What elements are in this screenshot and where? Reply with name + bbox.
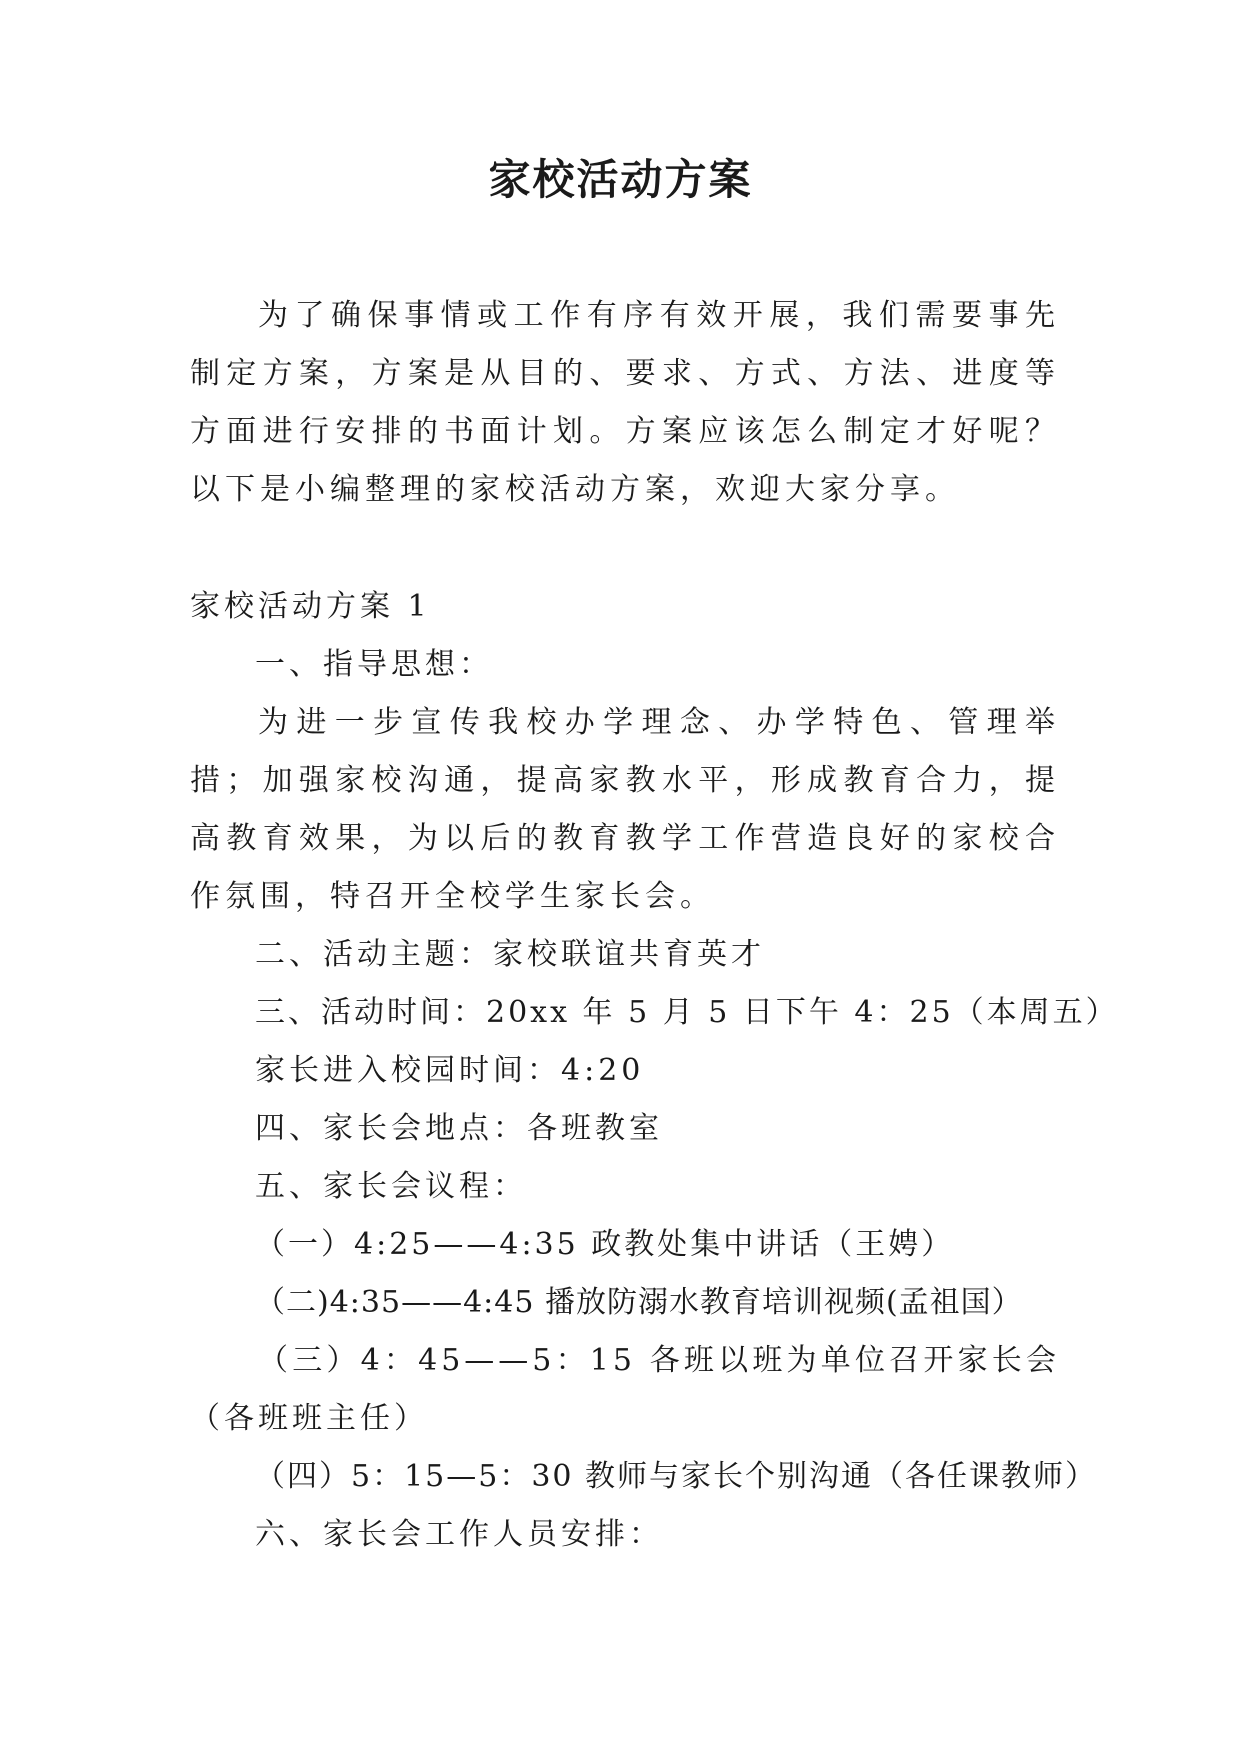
intro-paragraph: 为了确保事情或工作有序有效开展，我们需要事先制定方案，方案是从目的、要求、方式、方法、进度等方面进行安排的书面计划。方案应该怎么制定才好呢？以下是小编整理的家校活动方案，欢迎大家分享。: [190, 298, 1060, 507]
agenda-item-2: （二)4:35——4:45 播放防溺水教育培训视频(孟祖国）: [255, 1285, 1023, 1320]
theme-line: 二、活动主题：家校联谊共育英才: [255, 937, 765, 972]
guiding-paragraph: 为进一步宣传我校办学理念、办学特色、管理举措；加强家校沟通，提高家教水平，形成教育合力，提高教育效果，为以后的教育教学工作营造良好的家校合作氛围，特召开全校学生家长会。: [190, 705, 1060, 914]
entry-time-line: 家长进入校园时间：4:20: [255, 1053, 645, 1088]
agenda-item-3: （三）4：45——5：15 各班以班为单位召开家长会（各班班主任）: [190, 1343, 1060, 1436]
guiding-heading: 一、指导思想：: [255, 647, 493, 682]
agenda-heading: 五、家长会议程：: [255, 1169, 527, 1204]
document-title: 家校活动方案: [488, 155, 753, 204]
location-line: 四、家长会地点：各班教室: [255, 1111, 663, 1146]
agenda-item-1: （一）4:25——4:35 政教处集中讲话（王娉）: [255, 1227, 955, 1262]
agenda-item-4: （四）5：15—5：30 教师与家长个别沟通（各任课教师）: [255, 1459, 1098, 1494]
section-title: 家校活动方案 1: [190, 589, 431, 624]
time-line: 三、活动时间：20xx 年 5 月 5 日下午 4：25（本周五）: [255, 995, 1119, 1030]
staff-heading: 六、家长会工作人员安排：: [255, 1517, 663, 1552]
